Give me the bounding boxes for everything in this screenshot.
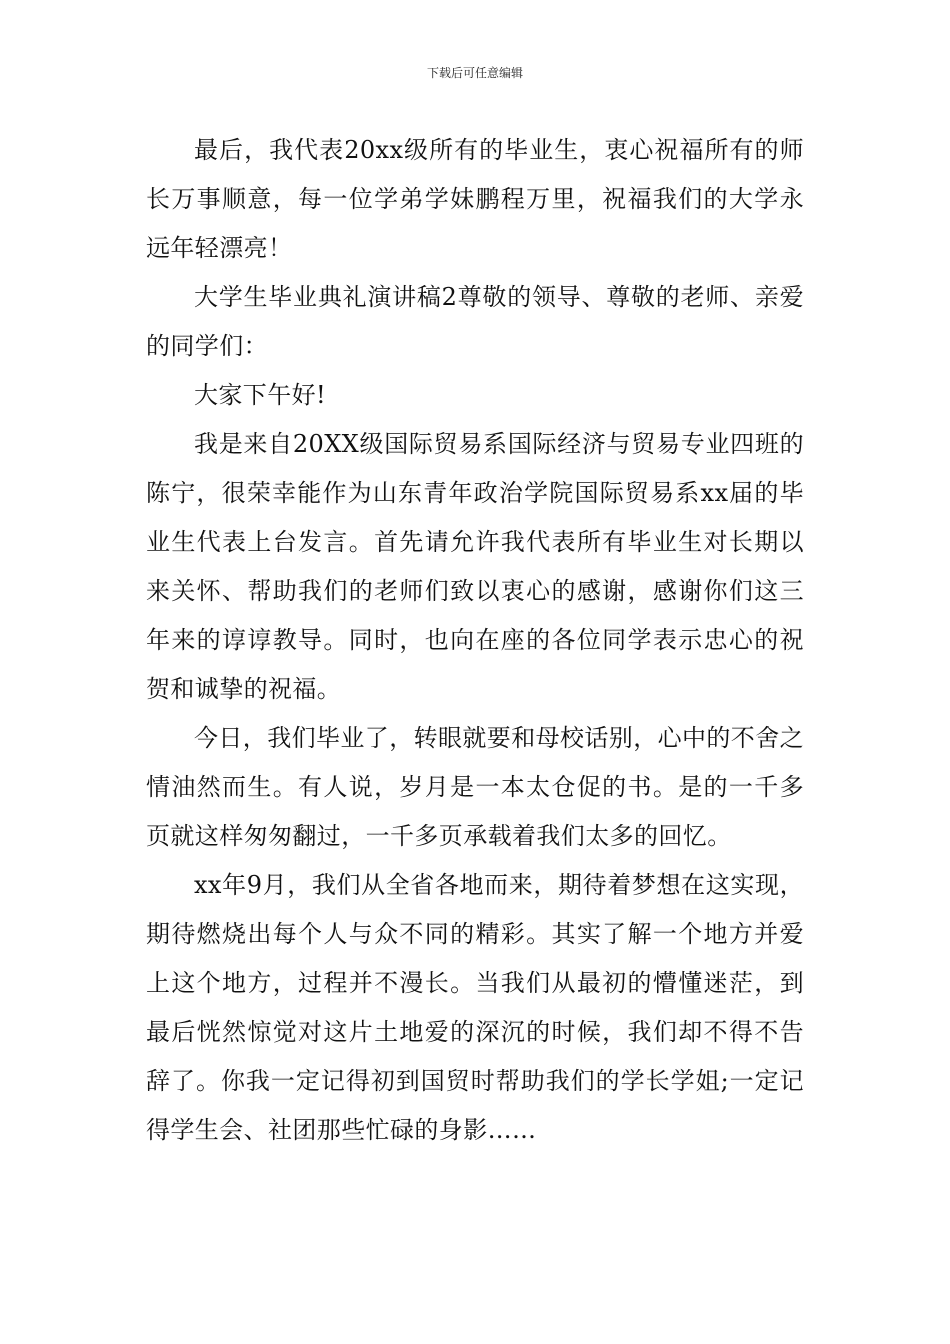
page-header: 下载后可任意编辑 — [426, 66, 523, 80]
paragraph-good-afternoon: 大家下午好! — [194, 381, 327, 409]
document-body — [146, 126, 804, 1155]
paragraph-memories: xx年9月，我们从全省各地而来，期待着梦想在这实现，期待燃烧出每个人与众不同的精彩。其实了解一个地方并爱上这个地方，过程并不漫长。当我们从最初的懵懂迷茫，到最后恍然惊觉对这片土地爱的深沉的时候，我们却不得不告辞了。你我一定记得初到国贸时帮助我们的学长学姐;一定记得学生会、社团那些忙碌的身影…… — [146, 871, 804, 1144]
paragraph-self-introduction: 我是来自20XX级国际贸易系国际经济与贸易专业四班的陈宁，很荣幸能作为山东青年政治学院国际贸易系xx届的毕业生代表上台发言。首先请允许我代表所有毕业生对长期以来关怀、帮助我们的老师们致以衷心的感谢，感谢你们这三年来的谆谆教导。同时，也向在座的各位同学表示忠心的祝贺和诚挚的祝福。 — [146, 430, 804, 703]
paragraph-graduation-farewell: 今日，我们毕业了，转眼就要和母校话别，心中的不舍之情油然而生。有人说，岁月是一本太仓促的书。是的一千多页就这样匆匆翻过，一千多页承载着我们太多的回忆。 — [146, 724, 804, 850]
paragraph-speech-title-greeting: 大学生毕业典礼演讲稿2尊敬的领导、尊敬的老师、亲爱的同学们： — [146, 283, 804, 360]
paragraph-closing-wishes: 最后，我代表20xx级所有的毕业生，衷心祝福所有的师长万事顺意，每一位学弟学妹鹏程万里，祝福我们的大学永远年轻漂亮！ — [146, 136, 804, 262]
